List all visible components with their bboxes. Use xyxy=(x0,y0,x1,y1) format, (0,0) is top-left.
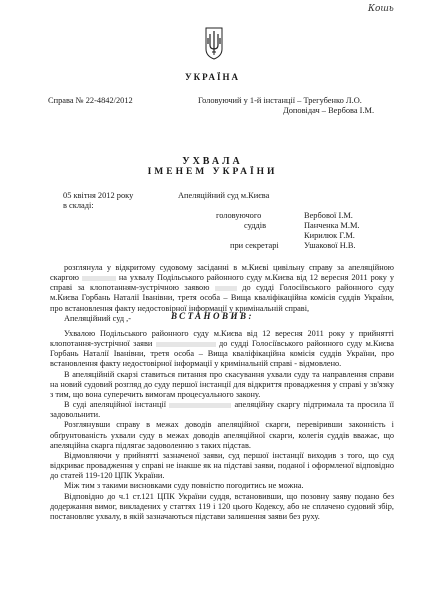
paragraph xyxy=(50,329,394,370)
paragraph-line: Відмовляючи у прийнятті зазначеної заяви, суд першої інстанції виходив з того, xyxy=(64,450,365,460)
paragraph xyxy=(50,370,394,400)
paragraph-line: прийнятті клопотання-зустрічної заяви xyxy=(50,329,394,349)
paragraph-line: закону. xyxy=(235,389,261,399)
court-name: Апеляційний суд м.Києва xyxy=(178,191,270,200)
section-title: ВСТАНОВИВ: xyxy=(170,311,255,321)
paragraph-line: Ухвалою Подільського районного суду м.Києва від 12 вересня 2011 року у xyxy=(64,329,354,338)
document-subtitle: ІМЕНЕМ УКРАЇНИ xyxy=(147,167,278,177)
redacted-name xyxy=(169,403,231,408)
panel-role: головуючого xyxy=(216,211,262,220)
paragraph-line: заяви без руху. xyxy=(267,511,320,521)
intro-line: до судді Голосіївського районного суду м.Києва Горбань xyxy=(50,283,395,303)
paragraph-line: направлення справи на новий судовий розгляд до суду першої інстанції для відкриття xyxy=(50,369,395,389)
paragraph-line: Між тим з такими висновками суду повністю погодитись не можна. xyxy=(64,481,304,491)
paragraph xyxy=(50,400,394,420)
intro-line: на ухвалу Подільського районного xyxy=(118,273,244,283)
handwritten-note: Кошь xyxy=(368,4,394,14)
paragraph-line: кваліфікаційна комісія суддів України, про встановлення факту недостовірної xyxy=(50,349,394,369)
panel-name: Панченка М.М. xyxy=(304,221,360,230)
panel-role: суддів xyxy=(244,221,267,230)
presiding-judge-first-instance: Головуючий у 1-й інстанції – Трегубенко Л.О. xyxy=(198,96,362,105)
decision-date: 05 квітня 2012 року xyxy=(63,191,134,200)
paragraph-line: інформації у кримінальній справі - відмовлено. xyxy=(173,359,342,369)
paragraph-line: Голосіївського районного суду м.Києва Горбань Наталії Іванівни, третя особа – Вища xyxy=(50,339,394,359)
paragraph-line: законність і обґрунтованість ухвали суду в межах доводів апеляційної скарги, колегія xyxy=(50,420,394,440)
panel-name: Ушакової Н.В. xyxy=(304,241,356,250)
paragraph-line: подано без додержання вимог, викладених у статтях 119 і 120 цього Кодексу, або не xyxy=(50,491,395,511)
paragraph xyxy=(50,481,394,491)
panel-name: Вербової І.М. xyxy=(304,211,353,220)
reporting-judge: Доповідач – Вербова І.М. xyxy=(283,106,375,115)
redacted-name xyxy=(215,286,237,291)
panel-role: при секретарі xyxy=(230,241,279,250)
paragraph-line: суддів вважає, що апеляційна скарга підлягає задоволенню з таких підстав. xyxy=(50,430,395,450)
intro-line: апеляційною скаргою xyxy=(50,263,394,283)
findings-body xyxy=(50,329,394,522)
panel-name: Кирилюк Г.М. xyxy=(304,231,355,240)
redacted-name xyxy=(156,342,216,347)
intro-line: встановлення факту недостовірної інформації у кримінальній справі, xyxy=(64,303,310,313)
paragraph xyxy=(50,492,394,522)
intro-line: суду м.Києва від 12 вересня 2011 року у справі за клопотанням-зустрічною заявою xyxy=(50,273,395,293)
paragraph-line: сплачено судовий збір, постановляє ухвалу, в якій зазначаються підстави залишення xyxy=(50,501,394,521)
paragraph xyxy=(50,420,394,450)
trident-emblem-icon xyxy=(204,26,224,60)
paragraph-line: просила її задовольнити. xyxy=(50,400,395,420)
paragraph-line: Відповідно до ч.1 ст.121 ЦПК України суддя, встановивши, що позовну заяву xyxy=(64,491,352,501)
appeal-court-line: Апеляційний суд ,- xyxy=(64,313,131,323)
country-title: УКРАЇНА xyxy=(185,72,240,82)
paragraph-line: В суді апеляційної інстанції xyxy=(64,400,167,410)
redacted-name xyxy=(82,276,116,281)
paragraph-line: що суд відкриває провадження у справі не інакше як на підставі заяви, поданої і xyxy=(50,450,394,471)
intro-line: розглянула у відкритому судовому засіданні в м.Києві цивільну справу за xyxy=(64,263,345,272)
paragraph xyxy=(50,451,394,481)
paragraph-line: апеляційну скаргу підтримала та xyxy=(234,400,355,410)
intro-line: Наталії Іванівни, третя особа – Вища кваліфікаційна комісія суддів України, про xyxy=(50,293,394,313)
paragraph-line: до судді xyxy=(218,339,249,349)
paragraph-line: Розглянувши справу в межах доводів апеляційної скарги, перевіривши xyxy=(64,420,343,430)
paragraph-line: В апеляційній скарзі ставиться питання про скасування ухвали суду та xyxy=(64,369,320,379)
paragraph-line: провадження у справі у зв'язку з тим, що вона суперечить вимогам процесуального xyxy=(50,379,394,399)
document-title: УХВАЛА xyxy=(182,156,243,167)
case-number: Справа № 22-4842/2012 xyxy=(48,96,133,105)
composition-label: в складі: xyxy=(63,201,94,210)
paragraph-line: оформленої відповідно до статей 119-120 ЦПК України. xyxy=(50,461,394,481)
